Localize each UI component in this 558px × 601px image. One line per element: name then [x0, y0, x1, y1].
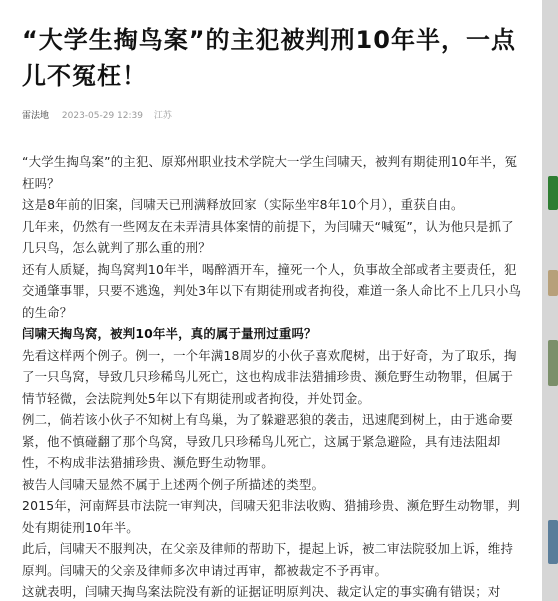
paragraph: 这就表明，闫啸天掏鸟案法院没有新的证据证明原判决、裁定认定的事实确有错误；对: [22, 584, 501, 599]
paragraph: 还有人质疑，掏鸟窝判10年半，喝醉酒开车，撞死一个人，负事故全部或者主要责任，犯交通肇事罪，只要不逃逸，判处3年以下有期徒刑或者拘役，难道一条人命比不上几只小鸟的生命？: [22, 261, 522, 320]
sidebar-thumbnail[interactable]: [548, 176, 558, 210]
paragraph: 先看这样两个例子。例一，一个年满18周岁的小伙子喜欢爬树，出于好奇，为了取乐，掏了一只鸟窝，导致几只珍稀鸟儿死亡，这也构成非法猎捕珍贵、濒危野生动物罪，但属于情节轻微，会法院判处5年以下有期徒刑或者拘役，并处罚金。: [22, 347, 517, 406]
sidebar-thumbnail[interactable]: [548, 270, 558, 296]
article-body: [22, 151, 522, 601]
article-title: “大学生掏鸟案”的主犯被判刑10年半，一点儿不冤枉！: [22, 26, 516, 90]
paragraph: 例二，倘若该小伙子不知树上有鸟巢，为了躲避恶狼的袭击，迅速爬到树上，由于逃命要紧，他不慎碰翻了那个鸟窝，导致几只珍稀鸟儿死亡，这属于紧急避险，具有违法阻却性，不构成非法猎捕珍贵、濒危野生动物罪。: [22, 412, 514, 470]
author-name[interactable]: 雷法地: [22, 111, 50, 121]
publish-location: 江苏: [153, 111, 172, 121]
sidebar-thumbnail[interactable]: [548, 340, 558, 386]
paragraph: 几年来，仍然有一些网友在未弄清具体案情的前提下，为闫啸天“喊冤”，认为他只是抓了几只鸟，怎么就判了那么重的刑？: [22, 218, 514, 255]
paragraph: 2015年，河南辉县市法院一审判决，闫啸天犯非法收购、猎捕珍贵、濒危野生动物罪，判处有期徒刑10年半。: [22, 498, 521, 535]
section-heading: 闫啸天掏鸟窝，被判10年半，真的属于量刑过重吗？: [22, 326, 317, 341]
article-meta: [22, 108, 172, 121]
sidebar-edge: [542, 0, 558, 601]
sidebar-thumbnail[interactable]: [548, 520, 558, 564]
publish-date: 2023-05-29 12:39: [61, 111, 143, 121]
paragraph: 被告人闫啸天显然不属于上述两个例子所描述的类型。: [22, 476, 325, 492]
paragraph: 这是8年前的旧案，闫啸天已刑满释放回家（实际坐牢8年10个月），重获自由。: [22, 197, 464, 212]
paragraph: 此后，闫啸天不服判决，在父亲及律师的帮助下，提起上诉，被二审法院驳加上诉，维持原判。闫啸天的父亲及律师多次申请过再审，都被裁定不予再审。: [22, 541, 514, 578]
paragraph: “大学生掏鸟案”的主犯、原郑州职业技术学院大一学生闫啸天，被判有期徒刑10年半，冤枉吗？: [22, 154, 518, 191]
